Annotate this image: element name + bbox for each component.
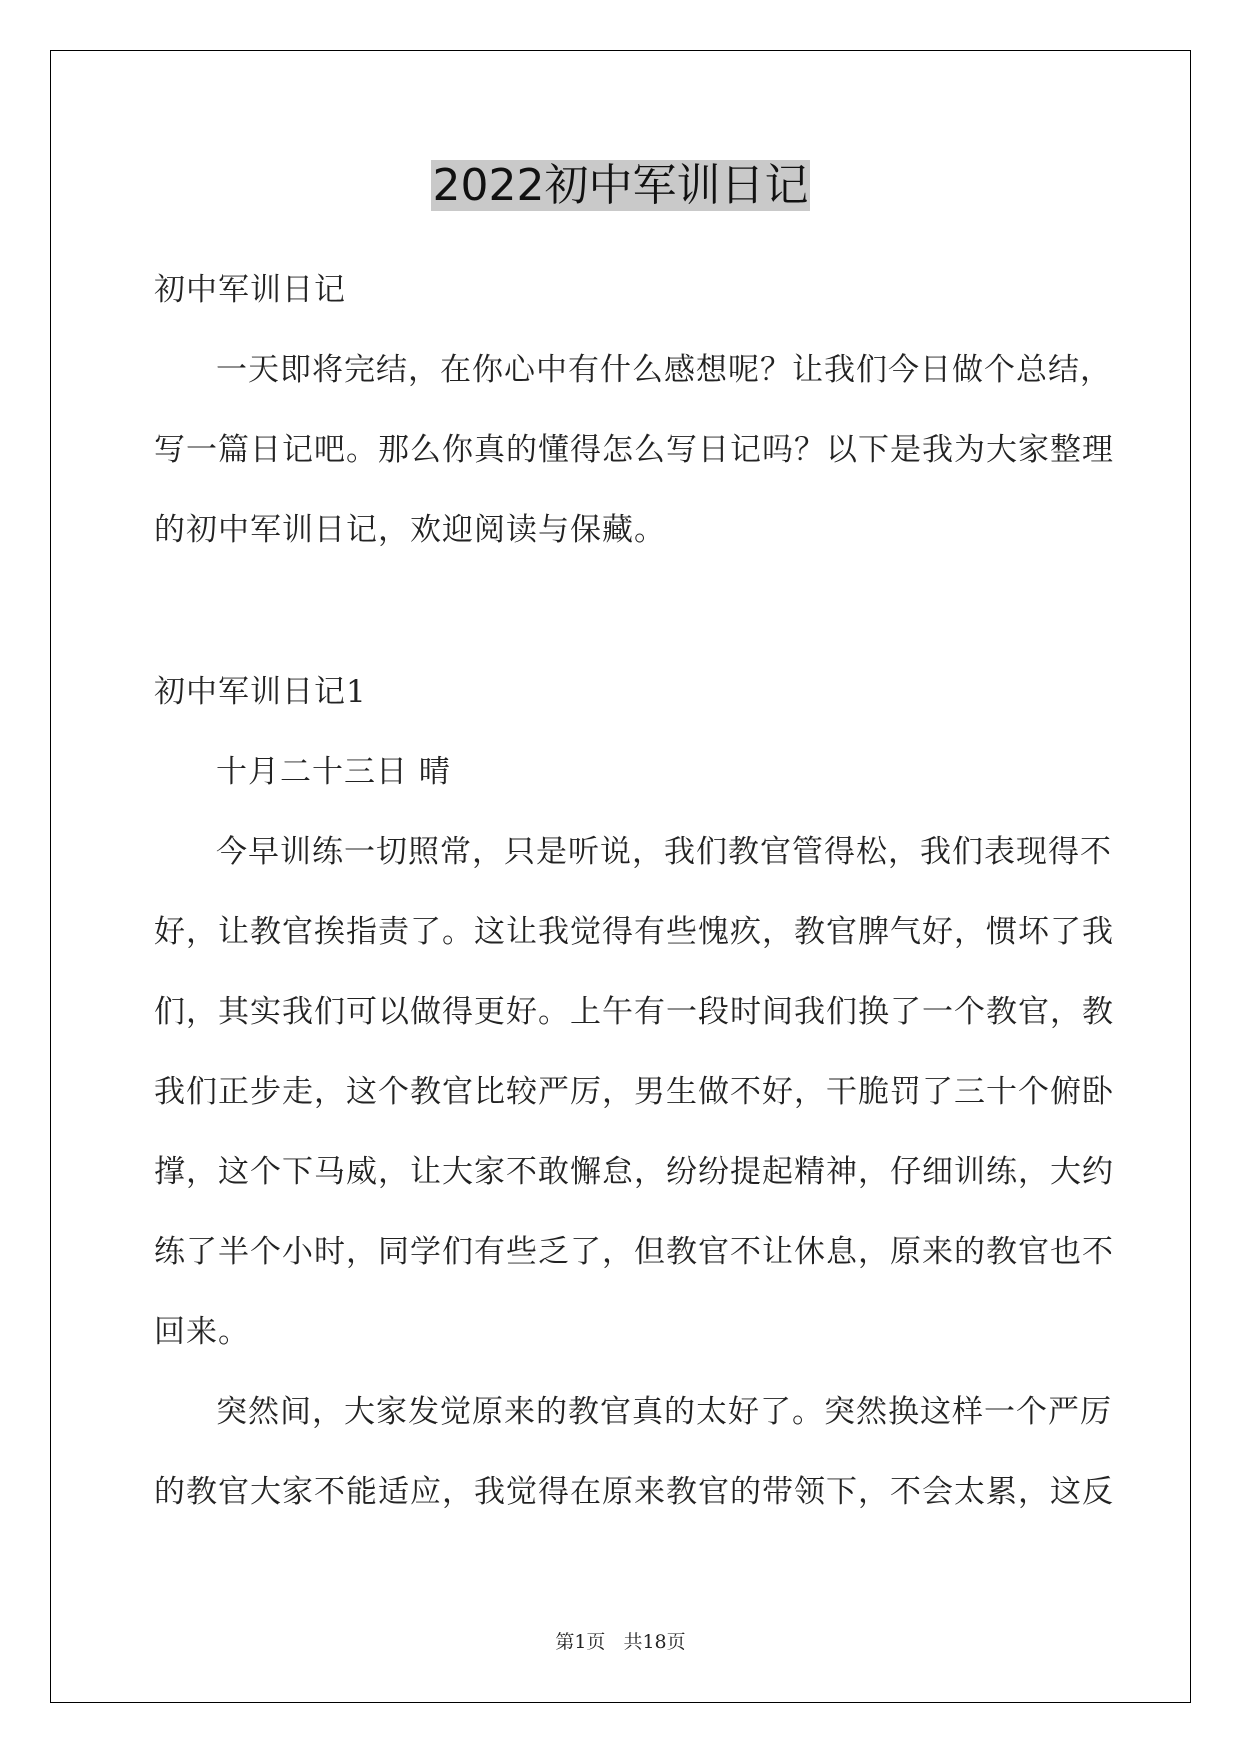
- paragraph1-line-4: 我们正步走，这个教官比较严厉，男生做不好，干脆罚了三十个俯卧: [154, 1074, 1114, 1110]
- document-title: [0, 158, 1241, 214]
- page-total: 共18页: [623, 1631, 686, 1653]
- intro-line-2: 写一篇日记吧。那么你真的懂得怎么写日记吗？以下是我为大家整理: [154, 432, 1114, 468]
- document-title-text: 2022初中军训日记: [432, 160, 809, 211]
- page-footer: [0, 1630, 1241, 1654]
- paragraph1-line-1: 今早训练一切照常，只是听说，我们教官管得松，我们表现得不: [216, 834, 1112, 870]
- paragraph1-line-3: 们，其实我们可以做得更好。上午有一段时间我们换了一个教官，教: [154, 994, 1114, 1030]
- intro-line-3: 的初中军训日记，欢迎阅读与保藏。: [154, 512, 666, 548]
- paragraph1-line-2: 好，让教官挨指责了。这让我觉得有些愧疚，教官脾气好，惯坏了我: [154, 914, 1114, 950]
- paragraph2-line-2: 的教官大家不能适应，我觉得在原来教官的带领下，不会太累，这反: [154, 1474, 1114, 1510]
- page-number: 第1页: [555, 1631, 606, 1653]
- paragraph1-line-5: 撑，这个下马威，让大家不敢懈怠，纷纷提起精神，仔细训练，大约: [154, 1154, 1114, 1190]
- paragraph1-line-6: 练了半个小时，同学们有些乏了，但教官不让休息，原来的教官也不: [154, 1234, 1114, 1270]
- paragraph2-line-1: 突然间，大家发觉原来的教官真的太好了。突然换这样一个严厉: [216, 1394, 1112, 1430]
- document-subtitle: 初中军训日记: [154, 272, 346, 308]
- date-line: 十月二十三日 晴: [216, 754, 451, 790]
- section-heading: 初中军训日记1: [154, 674, 367, 710]
- paragraph1-line-7: 回来。: [154, 1314, 250, 1350]
- intro-line-1: 一天即将完结，在你心中有什么感想呢？让我们今日做个总结，: [216, 352, 1112, 388]
